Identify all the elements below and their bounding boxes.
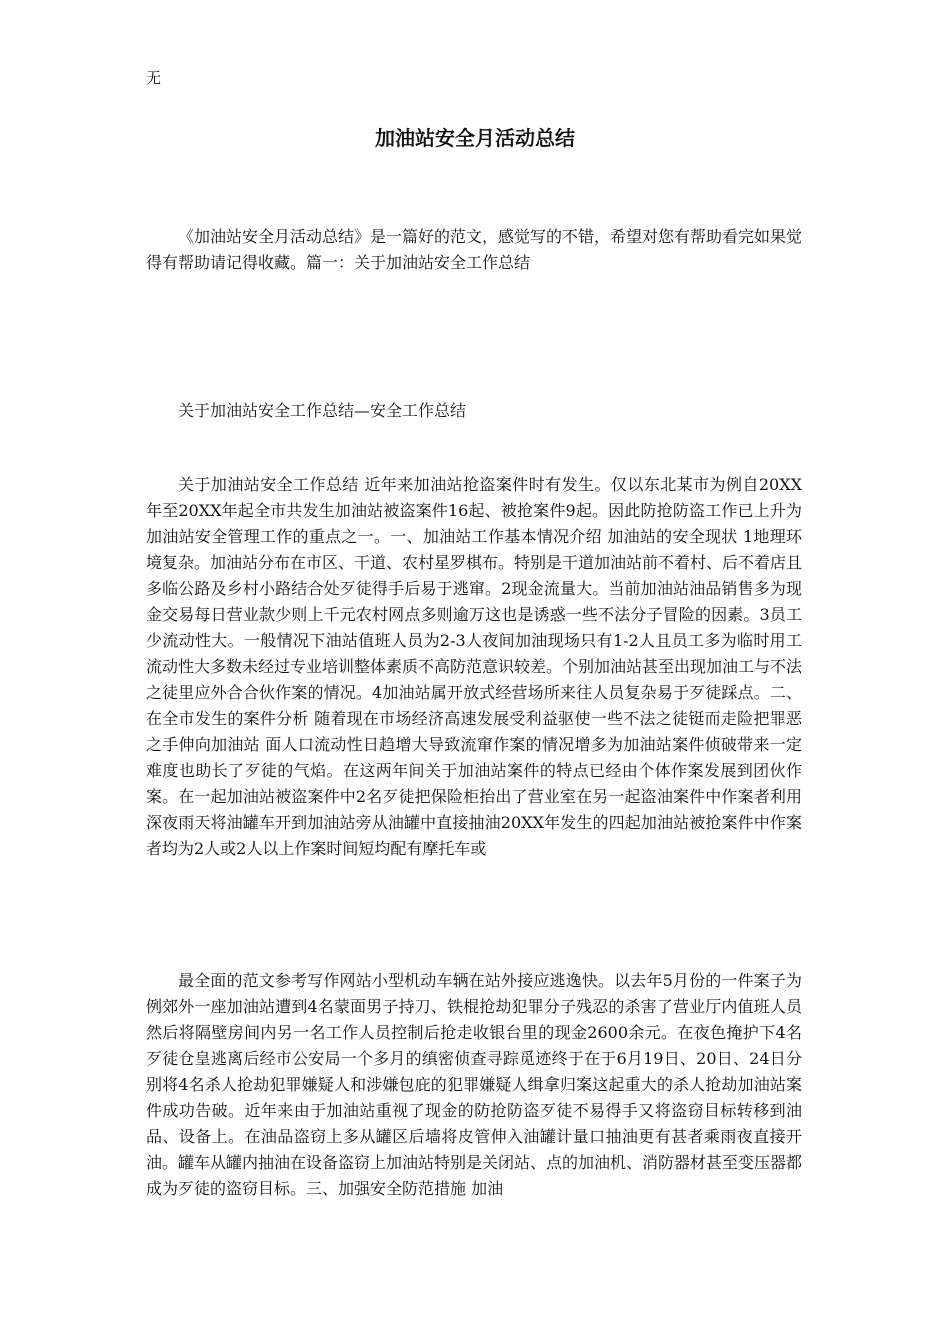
document-title: 加油站安全月活动总结 xyxy=(375,126,575,150)
header-mark: 无 xyxy=(146,69,162,87)
intro-paragraph: 《加油站安全月活动总结》是一篇好的范文，感觉写的不错，希望对您有帮助看完如果觉得有帮助请记得收藏。篇一：关于加油站安全工作总结 xyxy=(146,227,803,272)
section-subtitle: 关于加油站安全工作总结—安全工作总结 xyxy=(178,401,467,420)
body-paragraph: 最全面的范文参考写作网站小型机动车辆在站外接应逃逸快。以去年5月份的一件案子为例郊外一座加油站遭到4名蒙面男子持刀、铁棍抢劫犯罪分子残忍的杀害了营业厅内值班人员然后将隔壁房间内另一名工作人员控制后抢走收银台里的现金2600余元。在夜色掩护下4名歹徒仓皇逃离后经市公安局一个多月的缜密侦查寻踪觅迹终于在于6月19日、20日、24日分别将4名杀人抢劫犯罪嫌疑人和涉嫌包庇的犯罪嫌疑人缉拿归案这起重大的杀人抢劫加油站案件成功告破。近年来由于加油站重视了现金的防抢防盗歹徒不易得手又将盗窃目标转移到油品、设备上。在油品盗窃上多从罐区后墙将皮管伸入油罐计量口抽油更有甚者乘雨夜直接开油。罐车从罐内抽油在设备盗窃上加油站特别是关闭站、点的加油机、消防器材甚至变压器都成为歹徒的盗窃目标。三、加强安全防范措施 加油 xyxy=(146,971,803,1198)
body-paragraph: 关于加油站安全工作总结 近年来加油站抢盗案件时有发生。仅以东北某市为例自20XX年至20XX年起全市共发生加油站被盗案件16起、被抢案件9起。因此防抢防盗工作已上升为加油站安全管理工作的重点之一。一、加油站工作基本情况介绍 加油站的安全现状 1地理环境复杂。加油站分布在市区、干道、农村星罗棋布。特别是干道加油站前不着村、后不着店且多临公路及乡村小路结合处歹徒得手后易于逃窜。2现金流量大。当前加油站油品销售多为现金交易每日营业款少则上千元农村网点多则逾万这也是诱惑一些不法分子冒险的因素。3员工少流动性大。一般情况下油站值班人员为2-3人夜间加油现场只有1-2人且员工多为临时用工流动性大多数未经过专业培训整体素质不高防范意识较差。个别加油站甚至出现加油工与不法之徒里应外合合伙作案的情况。4加油站属开放式经营场所来往人员复杂易于歹徒踩点。二、在全市发生的案件分析 随着现在市场经济高速发展受利益驱使一些不法之徒铤而走险把罪恶之手伸向加油站 面人口流动性日趋增大导致流窜作案的情况增多为加油站案件侦破带来一定难度也助长了歹徒的气焰。在这两年间关于加油站案件的特点已经由个体作案发展到团伙作案。在一起加油站被盗案件中2名歹徒把保险柜抬出了营业室在另一起盗油案件中作案者利用深夜雨天将油罐车开到加油站旁从油罐中直接抽油20XX年发生的四起加油站被抢案件中作案者均为2人或2人以上作案时间短均配有摩托车或 xyxy=(146,475,803,858)
